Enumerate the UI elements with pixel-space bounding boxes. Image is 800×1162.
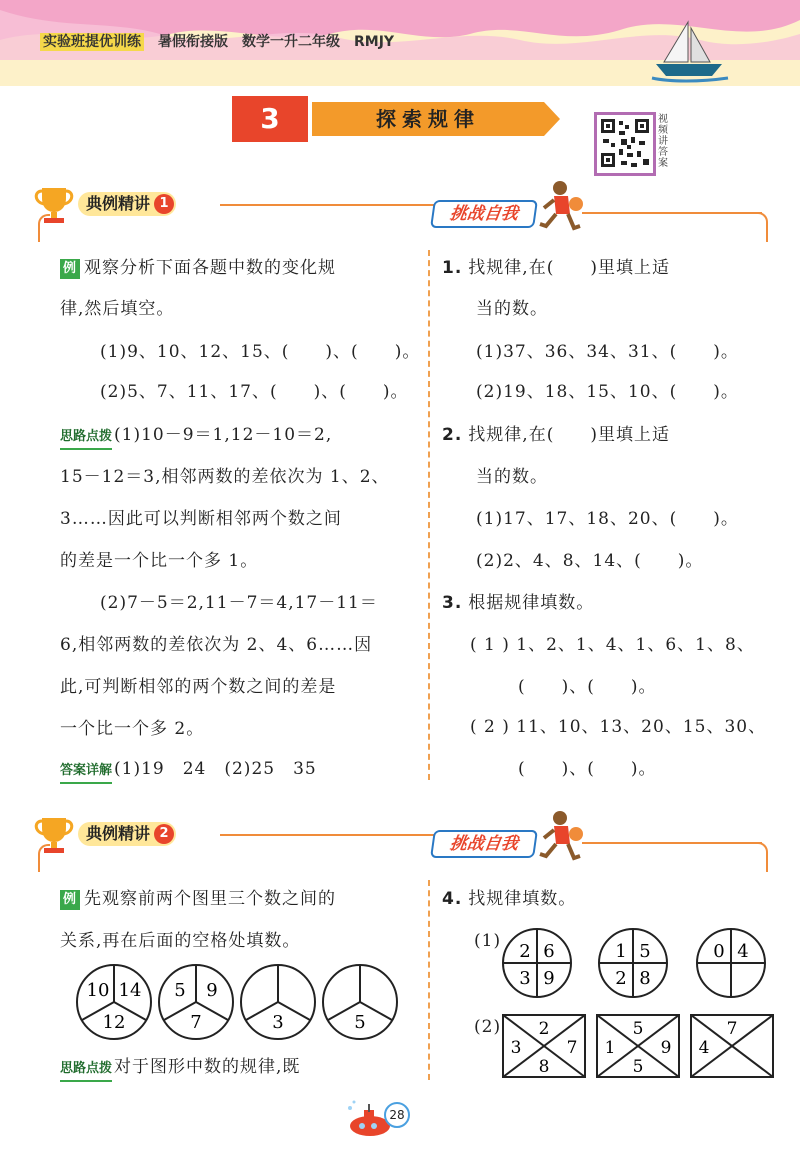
question-2-line-2: 当的数。 [476, 467, 548, 487]
question-4-label-2: (2) [474, 1017, 502, 1037]
qr-label: 视频讲答案 [658, 114, 668, 169]
example-1-item-1: (1)9、10、12、15、( )、( )。 [100, 342, 421, 362]
question-number: 2. [442, 425, 463, 445]
x-box-top: 7 [726, 1019, 738, 1039]
question-3-line-1 [442, 592, 594, 614]
sector-top-right: 9 [206, 980, 218, 1001]
question-1-line-1 [442, 257, 670, 279]
question-2-item-1: (1)17、17、18、20、( )。 [476, 509, 739, 529]
lesson-title [232, 96, 562, 142]
series-brand: 实验班提优训练 [40, 33, 144, 51]
question-4-text: 找规律填数。 [468, 889, 577, 909]
quad-top-left: 0 [713, 941, 725, 962]
x-box-right: 9 [660, 1038, 672, 1058]
sector-top-right: 14 [118, 980, 142, 1001]
sector-bottom: 5 [354, 1012, 366, 1033]
question-3-item-2-line-1: ( 2 ) 11、10、13、20、15、30、 [470, 717, 767, 737]
x-box-bottom: 5 [632, 1057, 644, 1077]
challenge-rule [582, 842, 762, 844]
hint-1-line-8: 一个比一个多 2。 [60, 719, 205, 739]
question-3-item-1-line-1: ( 1 ) 1、2、1、4、1、6、1、8、 [470, 635, 755, 655]
quad-bottom-right: 8 [639, 968, 651, 989]
section-header-1 [32, 182, 432, 226]
question-1-item-2: (2)19、18、15、10、( )。 [476, 382, 739, 402]
question-2-line-1 [442, 424, 670, 446]
x-box-left: 4 [698, 1038, 710, 1058]
quad-top-left: 1 [615, 941, 627, 962]
sector-bottom: 12 [102, 1012, 126, 1033]
challenge-header-2 [432, 816, 772, 876]
sector-bottom: 7 [190, 1012, 202, 1033]
challenge-corner-decoration [758, 842, 768, 872]
sector-circle [238, 962, 318, 1042]
example-2-line-1 [60, 888, 336, 910]
question-number: 1. [442, 258, 463, 278]
column-divider [428, 250, 430, 780]
hint-1-line-6: 6,相邻两数的差依次为 2、4、6……因 [60, 635, 373, 655]
running-header [40, 31, 408, 51]
section-number-badge: 1 [154, 194, 174, 214]
question-1-item-1: (1)37、36、34、31、( )。 [476, 342, 739, 362]
x-box [596, 1014, 680, 1078]
example-tag: 例 [60, 259, 80, 279]
challenge-rule [582, 212, 762, 214]
x-box-left: 3 [510, 1038, 522, 1058]
sector-circle [320, 962, 400, 1042]
hint-tag: 思路点拨 [60, 426, 112, 450]
x-box-bottom: 8 [538, 1057, 550, 1077]
question-number: 4. [442, 889, 463, 909]
hint-1-line-1 [60, 424, 332, 450]
quad-circle [694, 926, 768, 1000]
quad-top-right: 6 [543, 941, 555, 962]
hint-1-line-2: 15－12＝3,相邻两数的差依次为 1、2、 [60, 467, 390, 487]
question-2-text: 找规律,在( )里填上适 [468, 425, 670, 445]
section-title-text: 典例精讲 [86, 194, 151, 213]
quad-top-right: 5 [639, 941, 651, 962]
hint-2-text: 对于图形中数的规律,既 [114, 1057, 301, 1077]
hint-1-line-4: 的差是一个比一个多 1。 [60, 551, 259, 571]
title-chevron-decoration [544, 102, 560, 136]
sector-top-left: 10 [86, 980, 110, 1001]
quad-bottom-right: 9 [543, 968, 555, 989]
question-1-line-2: 当的数。 [476, 299, 548, 319]
column-divider [428, 880, 430, 1080]
section-header-2 [32, 812, 432, 856]
section-title [78, 822, 176, 846]
question-number: 3. [442, 593, 463, 613]
answer-tag: 答案详解 [60, 760, 112, 784]
hint-1-text: (1)10－9＝1,12－10＝2, [114, 425, 333, 445]
page-number: 28 [384, 1102, 410, 1128]
example-2-text: 先观察前两个图里三个数之间的 [84, 889, 336, 909]
runner-icon [532, 810, 584, 870]
section-title [78, 192, 176, 216]
quad-bottom-left: 2 [615, 968, 627, 989]
runner-icon [532, 180, 584, 240]
x-box [690, 1014, 774, 1078]
section-corner-decoration [38, 844, 50, 872]
section-number-badge: 2 [154, 824, 174, 844]
example-1-item-2: (2)5、7、11、17、( )、( )。 [100, 382, 409, 402]
hint-1-line-3: 3……因此可以判断相邻两个数之间 [60, 509, 342, 529]
quad-top-left: 2 [519, 941, 531, 962]
lesson-title-text: 探索规律 [312, 102, 544, 136]
question-4-line-1 [442, 888, 576, 910]
challenge-header-1 [432, 186, 772, 246]
sector-top-left: 5 [174, 980, 186, 1001]
challenge-tag: 挑战自我 [430, 830, 538, 858]
section-rule [220, 204, 446, 206]
question-1-text: 找规律,在( )里填上适 [468, 258, 670, 278]
quad-circle [500, 926, 574, 1000]
quad-bottom-left: 3 [519, 968, 531, 989]
quad-circle [596, 926, 670, 1000]
challenge-corner-decoration [758, 212, 768, 242]
example-1-text: 观察分析下面各题中数的变化规 [84, 258, 336, 278]
edition-code: RMJY [354, 34, 395, 50]
question-3-item-1-line-2: ( )、( )。 [518, 677, 657, 697]
x-box-top: 2 [538, 1019, 550, 1039]
top-banner [0, 0, 800, 86]
example-1-line-2: 律,然后填空。 [60, 299, 175, 319]
question-2-item-2: (2)2、4、8、14、( )。 [476, 551, 704, 571]
question-3-item-2-line-2: ( )、( )。 [518, 759, 657, 779]
x-box-top: 5 [632, 1019, 644, 1039]
sector-circle [156, 962, 236, 1042]
answer-text: (1)19 24 (2)25 35 [114, 759, 317, 779]
hint-1-line-5: (2)7－5＝2,11－7＝4,17－11＝ [100, 593, 378, 613]
x-box [502, 1014, 586, 1078]
series-edition: 暑假衔接版 [158, 34, 228, 50]
question-3-text: 根据规律填数。 [468, 593, 595, 613]
hint-2-line-1 [60, 1056, 300, 1082]
challenge-tag: 挑战自我 [430, 200, 538, 228]
x-box-left: 1 [604, 1038, 616, 1058]
lesson-number: 3 [232, 96, 308, 142]
sailboat-icon [650, 20, 730, 84]
answer-line [60, 758, 317, 784]
sector-bottom: 3 [272, 1012, 284, 1033]
section-corner-decoration [38, 214, 50, 242]
section-rule [220, 834, 446, 836]
sector-circle [74, 962, 154, 1042]
x-box-right: 7 [566, 1038, 578, 1058]
hint-1-line-7: 此,可判断相邻的两个数之间的差是 [60, 677, 337, 697]
example-1-line-1 [60, 257, 336, 279]
subject-grade: 数学一升二年级 [242, 34, 340, 50]
section-title-text: 典例精讲 [86, 824, 151, 843]
example-tag: 例 [60, 890, 80, 910]
hint-tag: 思路点拨 [60, 1058, 112, 1082]
example-2-line-2: 关系,再在后面的空格处填数。 [60, 931, 301, 951]
question-4-label-1: (1) [474, 931, 502, 951]
qr-code-icon[interactable] [594, 112, 656, 176]
quad-top-right: 4 [737, 941, 749, 962]
